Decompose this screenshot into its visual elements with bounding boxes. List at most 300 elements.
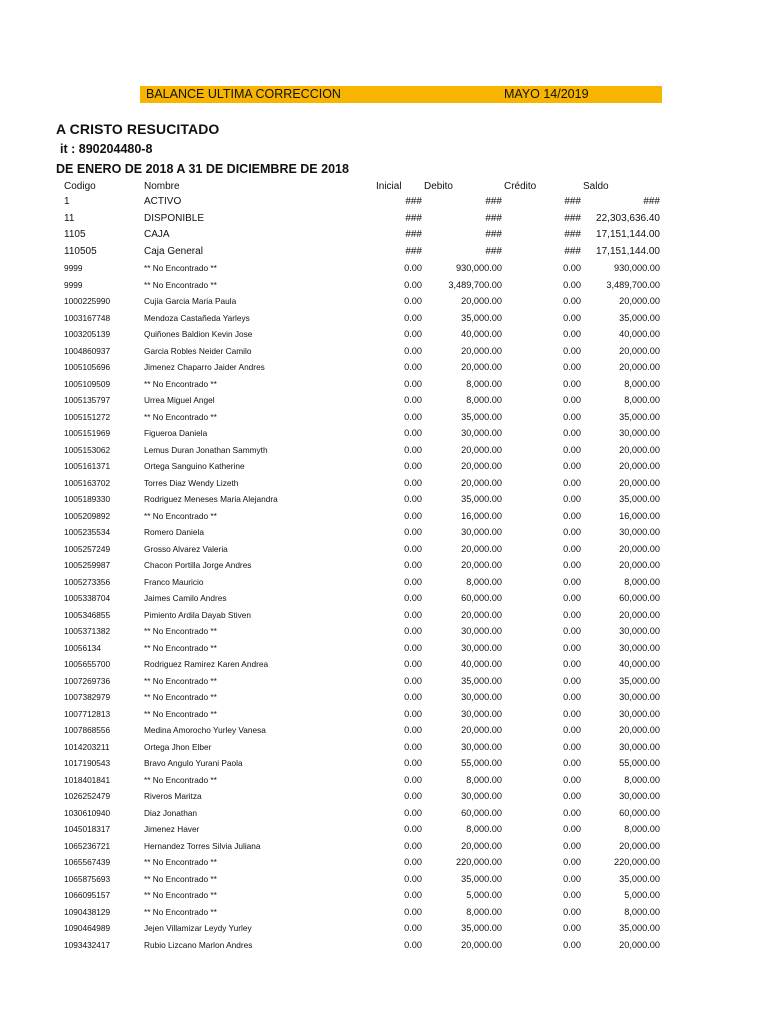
account-code: 1065567439 (64, 857, 111, 867)
balance-value: 8,000.00 (624, 824, 660, 834)
account-name: Diaz Jonathan (144, 807, 198, 818)
balance-value: 60,000.00 (619, 593, 660, 603)
credit-value: 0.00 (563, 758, 581, 768)
table-row (0, 805, 768, 822)
debit-value: 60,000.00 (461, 807, 502, 818)
table-row (0, 491, 768, 508)
debit-value: 35,000.00 (461, 494, 502, 504)
balance-value: 20,000.00 (619, 560, 660, 570)
debit-value: 20,000.00 (461, 543, 502, 554)
debit-value: 30,000.00 (461, 428, 502, 438)
debit-value: 35,000.00 (461, 923, 502, 933)
debit-value: 20,000.00 (461, 939, 502, 950)
account-name: Pimiento Ardila Dayab Stiven (144, 609, 251, 620)
table-row (0, 475, 768, 492)
credit-value: 0.00 (563, 923, 581, 933)
account-code: 1005259987 (64, 560, 111, 570)
table-row (0, 871, 768, 888)
balance-value: 35,000.00 (619, 923, 660, 933)
credit-value: 0.00 (563, 527, 581, 537)
account-name: Hernandez Torres Silvia Juliana (144, 840, 261, 851)
table-row (0, 722, 768, 739)
initial-value: 0.00 (404, 576, 422, 587)
debit-value: 35,000.00 (461, 873, 502, 884)
column-header-inicial: Inicial (376, 181, 402, 192)
account-code: 9999 (64, 279, 83, 290)
balance-value: 35,000.00 (619, 873, 660, 884)
credit-value: 0.00 (563, 576, 581, 587)
table-row (0, 854, 768, 871)
initial-value: 0.00 (404, 444, 422, 455)
account-name: ** No Encontrado ** (144, 692, 217, 702)
table-row (0, 425, 768, 442)
table-row (0, 458, 768, 475)
credit-value: 0.00 (563, 708, 581, 719)
column-header-saldo: Saldo (583, 181, 609, 192)
table-row (0, 706, 768, 723)
account-code: 1026252479 (64, 791, 111, 801)
table-row (0, 442, 768, 459)
balance-value: 35,000.00 (619, 494, 660, 504)
initial-value: 0.00 (404, 692, 422, 702)
table-row (0, 904, 768, 921)
initial-value: ### (405, 212, 422, 224)
credit-value: 0.00 (563, 659, 581, 669)
account-code: 1105 (64, 229, 86, 240)
initial-value: ### (405, 196, 422, 207)
balance-value: 3,489,700.00 (606, 279, 660, 290)
debit-value: 35,000.00 (461, 675, 502, 686)
account-name: Mendoza Castañeda Yarleys (144, 312, 250, 323)
account-name: Ortega Sanguino Katherine (144, 461, 245, 471)
initial-value: 0.00 (404, 461, 422, 471)
debit-value: 30,000.00 (461, 692, 502, 702)
credit-value: 0.00 (563, 345, 581, 356)
account-name: Cujia Garcia Maria Paula (144, 296, 237, 306)
debit-value: 60,000.00 (461, 593, 502, 603)
account-code: 1007382979 (64, 692, 111, 702)
account-name: ** No Encontrado ** (144, 774, 217, 785)
account-name: ** No Encontrado ** (144, 642, 217, 653)
initial-value: 0.00 (404, 296, 422, 306)
table-row (0, 788, 768, 805)
credit-value: 0.00 (563, 444, 581, 455)
table-row (0, 260, 768, 277)
debit-value: 930,000.00 (456, 263, 502, 273)
initial-value: 0.00 (404, 593, 422, 603)
account-name: Figueroa Daniela (144, 428, 208, 438)
debit-value: 40,000.00 (461, 659, 502, 669)
debit-value: 8,000.00 (466, 378, 502, 389)
initial-value: 0.00 (404, 543, 422, 554)
table-row (0, 227, 768, 244)
account-name: ** No Encontrado ** (144, 857, 217, 867)
account-code: 1005257249 (64, 543, 111, 554)
credit-value: 0.00 (563, 411, 581, 422)
table-row (0, 673, 768, 690)
account-code: 1045018317 (64, 824, 111, 834)
balance-value: 20,000.00 (619, 362, 660, 372)
balance-value: 8,000.00 (624, 774, 660, 785)
account-name: Caja General (144, 245, 203, 257)
balance-value: 20,000.00 (619, 939, 660, 950)
initial-value: 0.00 (404, 659, 422, 669)
account-code: 9999 (64, 263, 83, 273)
account-name: Lemus Duran Jonathan Sammyth (144, 444, 268, 455)
debit-value: 3,489,700.00 (448, 279, 502, 290)
balance-value: 20,000.00 (619, 477, 660, 488)
balance-value: 930,000.00 (614, 263, 660, 273)
account-name: ** No Encontrado ** (144, 378, 217, 389)
debit-value: 20,000.00 (461, 296, 502, 306)
account-name: Jaimes Camilo Andres (144, 593, 227, 603)
debit-value: ### (485, 196, 502, 207)
column-header-debito: Debito (424, 181, 453, 192)
credit-value: 0.00 (563, 725, 581, 735)
balance-table (0, 194, 768, 953)
debit-value: 30,000.00 (461, 642, 502, 653)
account-code: 1005105696 (64, 362, 111, 372)
table-row (0, 821, 768, 838)
account-code: 1018401841 (64, 774, 111, 785)
account-name: ** No Encontrado ** (144, 873, 217, 884)
initial-value: 0.00 (404, 923, 422, 933)
table-row (0, 376, 768, 393)
debit-value: 20,000.00 (461, 345, 502, 356)
credit-value: 0.00 (563, 939, 581, 950)
debit-value: 30,000.00 (461, 527, 502, 537)
account-name: Riveros Maritza (144, 791, 202, 801)
account-code: 1005163702 (64, 477, 111, 488)
initial-value: 0.00 (404, 857, 422, 867)
account-code: 1005151969 (64, 428, 111, 438)
balance-value: 20,000.00 (619, 444, 660, 455)
account-name: ACTIVO (144, 196, 182, 207)
credit-value: ### (564, 196, 581, 207)
account-code: 1005151272 (64, 411, 111, 422)
initial-value: 0.00 (404, 312, 422, 323)
initial-value: 0.00 (404, 741, 422, 752)
credit-value: 0.00 (563, 477, 581, 488)
column-header-credito: Crédito (504, 181, 537, 192)
initial-value: 0.00 (404, 758, 422, 768)
table-row (0, 887, 768, 904)
credit-value: 0.00 (563, 857, 581, 867)
account-name: Romero Daniela (144, 527, 204, 537)
credit-value: ### (564, 245, 581, 257)
account-name: ** No Encontrado ** (144, 906, 217, 917)
account-code: 1005338704 (64, 593, 111, 603)
account-code: 1007868556 (64, 725, 111, 735)
account-name: CAJA (144, 229, 170, 240)
account-name: Medina Amorocho Yurley Vanesa (144, 725, 266, 735)
credit-value: 0.00 (563, 873, 581, 884)
account-name: Bravo Angulo Yurani Paola (144, 758, 243, 768)
account-code: 1090438129 (64, 906, 111, 917)
credit-value: 0.00 (563, 824, 581, 834)
balance-value: 40,000.00 (619, 659, 660, 669)
account-code: 1005109509 (64, 378, 111, 389)
balance-value: 8,000.00 (624, 576, 660, 587)
debit-value: 30,000.00 (461, 708, 502, 719)
account-code: 11 (64, 212, 75, 224)
balance-value: 220,000.00 (614, 857, 660, 867)
credit-value: 0.00 (563, 626, 581, 636)
table-row (0, 244, 768, 261)
balance-value: 55,000.00 (619, 758, 660, 768)
column-header-nombre: Nombre (144, 181, 180, 192)
account-code: 1007712813 (64, 708, 111, 719)
table-row (0, 574, 768, 591)
account-name: DISPONIBLE (144, 212, 205, 224)
account-name: Grosso Alvarez Valeria (144, 543, 228, 554)
account-name: Torres Diaz Wendy Lizeth (144, 477, 239, 488)
initial-value: ### (405, 245, 422, 257)
initial-value: 0.00 (404, 906, 422, 917)
table-row (0, 524, 768, 541)
credit-value: 0.00 (563, 593, 581, 603)
initial-value: 0.00 (404, 840, 422, 851)
table-row (0, 689, 768, 706)
banner-title: BALANCE ULTIMA CORRECCION (146, 87, 341, 101)
balance-value: 30,000.00 (619, 527, 660, 537)
initial-value: 0.00 (404, 675, 422, 686)
account-name: Jimenez Chaparro Jaider Andres (144, 362, 265, 372)
initial-value: 0.00 (404, 279, 422, 290)
balance-value: 20,000.00 (619, 609, 660, 620)
initial-value: 0.00 (404, 560, 422, 570)
initial-value: 0.00 (404, 428, 422, 438)
balance-value: 20,000.00 (619, 725, 660, 735)
account-name: ** No Encontrado ** (144, 890, 217, 900)
table-row (0, 359, 768, 376)
table-row (0, 194, 768, 211)
credit-value: 0.00 (563, 609, 581, 620)
balance-value: 20,000.00 (619, 840, 660, 851)
debit-value: 8,000.00 (466, 576, 502, 587)
debit-value: 20,000.00 (461, 840, 502, 851)
credit-value: ### (564, 229, 581, 240)
debit-value: 20,000.00 (461, 560, 502, 570)
account-code: 1005235534 (64, 527, 111, 537)
account-code: 1007269736 (64, 675, 111, 686)
credit-value: 0.00 (563, 560, 581, 570)
account-name: Urrea Miguel Angel (144, 395, 215, 405)
account-name: ** No Encontrado ** (144, 626, 217, 636)
account-code: 10056134 (64, 642, 101, 653)
account-code: 1003205139 (64, 329, 111, 339)
account-name: ** No Encontrado ** (144, 411, 217, 422)
balance-value: 8,000.00 (624, 395, 660, 405)
account-code: 1005209892 (64, 510, 111, 521)
debit-value: 35,000.00 (461, 411, 502, 422)
balance-value: 35,000.00 (619, 312, 660, 323)
credit-value: 0.00 (563, 362, 581, 372)
account-code: 1065236721 (64, 840, 111, 851)
debit-value: 8,000.00 (466, 824, 502, 834)
account-code: 1004860937 (64, 345, 111, 356)
balance-value: 8,000.00 (624, 378, 660, 389)
account-name: Franco Mauricio (144, 576, 204, 587)
account-name: Jimenez Haver (144, 824, 200, 834)
table-row (0, 920, 768, 937)
debit-value: 40,000.00 (461, 329, 502, 339)
account-code: 1005189330 (64, 494, 111, 504)
balance-value: 30,000.00 (619, 791, 660, 801)
account-code: 1030610940 (64, 807, 111, 818)
initial-value: 0.00 (404, 725, 422, 735)
account-code: 1065875693 (64, 873, 111, 884)
initial-value: 0.00 (404, 263, 422, 273)
balance-value: 20,000.00 (619, 461, 660, 471)
balance-value: 35,000.00 (619, 411, 660, 422)
initial-value: 0.00 (404, 395, 422, 405)
debit-value: 20,000.00 (461, 444, 502, 455)
account-name: Chacon Portilla Jorge Andres (144, 560, 252, 570)
debit-value: 30,000.00 (461, 741, 502, 752)
initial-value: 0.00 (404, 609, 422, 620)
account-name: ** No Encontrado ** (144, 279, 217, 290)
debit-value: 16,000.00 (461, 510, 502, 521)
account-name: Garcia Robles Neider Camilo (144, 345, 252, 356)
debit-value: 55,000.00 (461, 758, 502, 768)
account-code: 1005135797 (64, 395, 111, 405)
balance-value: 22,303,636.40 (596, 212, 660, 224)
account-code: 1017190543 (64, 758, 111, 768)
initial-value: 0.00 (404, 329, 422, 339)
debit-value: ### (485, 229, 502, 240)
account-code: 110505 (64, 245, 97, 257)
account-name: Rodriguez Meneses Maria Alejandra (144, 494, 278, 504)
report-banner (140, 86, 662, 103)
credit-value: 0.00 (563, 378, 581, 389)
account-name: Rubio Lizcano Marlon Andres (144, 939, 253, 950)
table-row (0, 557, 768, 574)
debit-value: 20,000.00 (461, 477, 502, 488)
account-code: 1005161371 (64, 461, 111, 471)
credit-value: 0.00 (563, 807, 581, 818)
debit-value: 8,000.00 (466, 774, 502, 785)
balance-value: 17,151,144.00 (596, 229, 660, 240)
table-row (0, 392, 768, 409)
initial-value: 0.00 (404, 411, 422, 422)
initial-value: 0.00 (404, 527, 422, 537)
initial-value: 0.00 (404, 477, 422, 488)
balance-value: 30,000.00 (619, 642, 660, 653)
table-row (0, 508, 768, 525)
table-row (0, 607, 768, 624)
table-row (0, 937, 768, 954)
table-row (0, 590, 768, 607)
initial-value: 0.00 (404, 708, 422, 719)
balance-value: 60,000.00 (619, 807, 660, 818)
debit-value: 20,000.00 (461, 609, 502, 620)
credit-value: 0.00 (563, 312, 581, 323)
table-row (0, 838, 768, 855)
report-period: DE ENERO DE 2018 A 31 DE DICIEMBRE DE 2018 (56, 162, 349, 176)
account-name: ** No Encontrado ** (144, 263, 217, 273)
debit-value: 8,000.00 (466, 906, 502, 917)
balance-value: 5,000.00 (624, 890, 660, 900)
balance-value: 30,000.00 (619, 741, 660, 752)
balance-value: 30,000.00 (619, 692, 660, 702)
balance-value: 30,000.00 (619, 626, 660, 636)
account-code: 1000225990 (64, 296, 111, 306)
debit-value: 220,000.00 (456, 857, 502, 867)
account-code: 1005371382 (64, 626, 111, 636)
initial-value: 0.00 (404, 345, 422, 356)
debit-value: 5,000.00 (466, 890, 502, 900)
account-code: 1005273356 (64, 576, 111, 587)
table-row (0, 326, 768, 343)
debit-value: 35,000.00 (461, 312, 502, 323)
debit-value: 20,000.00 (461, 725, 502, 735)
initial-value: 0.00 (404, 939, 422, 950)
account-name: Rodriguez Ramirez Karen Andrea (144, 659, 269, 669)
credit-value: ### (564, 212, 581, 224)
account-code: 1066095157 (64, 890, 111, 900)
table-row (0, 739, 768, 756)
company-name: A CRISTO RESUCITADO (56, 121, 220, 137)
initial-value: 0.00 (404, 642, 422, 653)
table-row (0, 343, 768, 360)
debit-value: 30,000.00 (461, 626, 502, 636)
initial-value: 0.00 (404, 807, 422, 818)
account-code: 1 (64, 196, 70, 207)
initial-value: 0.00 (404, 494, 422, 504)
credit-value: 0.00 (563, 395, 581, 405)
table-row (0, 640, 768, 657)
table-row (0, 541, 768, 558)
account-code: 1005346855 (64, 609, 111, 620)
credit-value: 0.00 (563, 906, 581, 917)
company-nit: it : 890204480-8 (60, 142, 153, 156)
debit-value: ### (485, 212, 502, 224)
initial-value: 0.00 (404, 510, 422, 521)
table-row (0, 623, 768, 640)
table-row (0, 211, 768, 228)
account-name: Jejen Villamizar Leydy Yurley (144, 923, 252, 933)
credit-value: 0.00 (563, 840, 581, 851)
table-row (0, 293, 768, 310)
account-name: ** No Encontrado ** (144, 675, 217, 686)
account-name: Quiñones Baldion Kevin Jose (144, 329, 253, 339)
initial-value: 0.00 (404, 873, 422, 884)
column-header-codigo: Codigo (64, 181, 96, 192)
credit-value: 0.00 (563, 461, 581, 471)
credit-value: 0.00 (563, 510, 581, 521)
credit-value: 0.00 (563, 692, 581, 702)
credit-value: 0.00 (563, 263, 581, 273)
initial-value: ### (405, 229, 422, 240)
table-row (0, 277, 768, 294)
table-row (0, 310, 768, 327)
credit-value: 0.00 (563, 329, 581, 339)
initial-value: 0.00 (404, 791, 422, 801)
account-code: 1005655700 (64, 659, 111, 669)
account-code: 1093432417 (64, 939, 111, 950)
balance-value: 8,000.00 (624, 906, 660, 917)
initial-value: 0.00 (404, 362, 422, 372)
balance-value: 16,000.00 (619, 510, 660, 521)
debit-value: 20,000.00 (461, 362, 502, 372)
balance-value: ### (643, 196, 660, 207)
balance-value: 30,000.00 (619, 708, 660, 719)
account-code: 1090464989 (64, 923, 111, 933)
debit-value: 30,000.00 (461, 791, 502, 801)
balance-value: 20,000.00 (619, 543, 660, 554)
credit-value: 0.00 (563, 675, 581, 686)
